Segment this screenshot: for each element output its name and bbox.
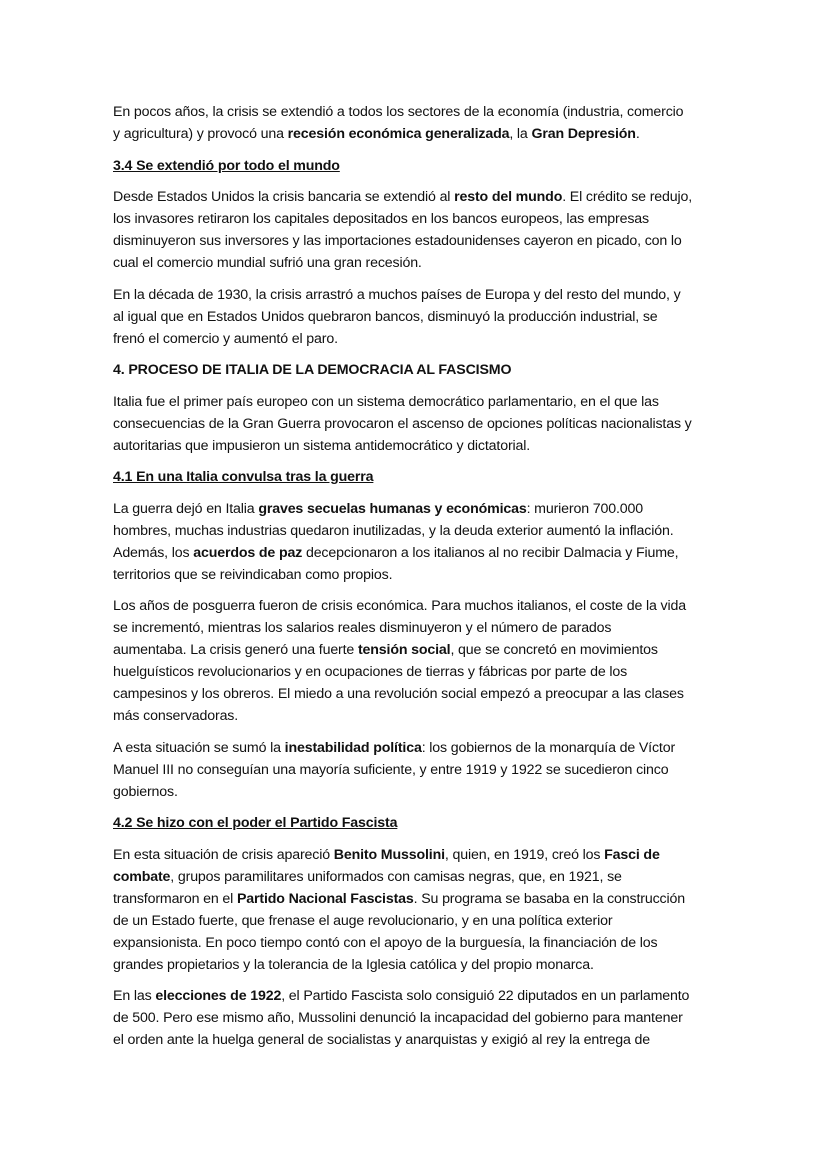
text-line [113, 844, 733, 866]
text-line [113, 932, 733, 954]
section-heading [113, 812, 733, 834]
text-line [113, 910, 733, 932]
text-line [113, 498, 733, 520]
text-line [113, 306, 733, 328]
body-text: al igual que en Estados Unidos quebraron bancos, disminuyó la producción industrial, se [113, 308, 658, 325]
text-line [113, 123, 733, 145]
text-line [113, 542, 733, 564]
body-text: En pocos años, la crisis se extendió a todos los sectores de la economía (industria, comercio [113, 104, 684, 120]
text-line [113, 466, 733, 488]
body-text: , la [509, 126, 532, 142]
body-text: y agricultura) y provocó una [113, 126, 288, 142]
body-text: : los gobiernos de la monarquía de Víctor [421, 739, 676, 756]
body-text: consecuencias de la Gran Guerra provocaron el ascenso de opciones políticas nacionalistas y [113, 415, 692, 432]
bold-text: Benito Mussolini [333, 846, 445, 863]
body-text: el orden ante la huelga general de socialistas y anarquistas y exigió al rey la entrega de [113, 1032, 651, 1048]
text-line [113, 595, 733, 617]
text-line [113, 759, 733, 781]
text-line [113, 252, 733, 274]
body-text: disminuyeron sus inversores y las importaciones estadounidenses cayeron en picado, con lo [113, 233, 682, 249]
heading-text: 3.4 Se extendió por todo el mundo [113, 157, 340, 174]
paragraph [113, 737, 733, 803]
body-text: territorios que se reivindicaban como propios. [113, 566, 393, 583]
body-text: , que se concretó en movimientos [450, 642, 658, 658]
body-text: , el Partido Fascista solo consiguió 22 diputados en un parlamento [281, 988, 690, 1004]
text-line [113, 101, 733, 123]
text-line [113, 705, 733, 727]
bold-text: Partido Nacional Fascistas [236, 890, 414, 907]
bold-text: acuerdos de paz [193, 544, 303, 561]
bold-text: inestabilidad política [284, 739, 422, 756]
body-text: más conservadoras. [113, 708, 239, 724]
text-line [113, 1029, 733, 1051]
paragraph [113, 844, 733, 976]
heading-text: 4.1 En una Italia convulsa tras la guerra [113, 469, 374, 485]
body-text: frenó el comercio y aumentó el paro. [113, 330, 338, 347]
body-text: se incrementó, mientras los salarios reales disminuyeron y el número de parados [113, 620, 612, 636]
body-text: Desde Estados Unidos la crisis bancaria se extendió al [113, 189, 455, 205]
bold-text: tensión social [357, 642, 451, 658]
text-line [113, 985, 733, 1007]
bold-text: Fasci de [604, 846, 660, 863]
paragraph [113, 391, 733, 457]
text-line [113, 737, 733, 759]
body-text: , grupos paramilitares uniformados con camisas negras, que, en 1921, se [170, 868, 622, 885]
text-line [113, 617, 733, 639]
body-text: Los años de posguerra fueron de crisis económica. Para muchos italianos, el coste de la vida [113, 598, 686, 614]
body-text: En esta situación de crisis apareció [113, 846, 334, 863]
body-text: En la década de 1930, la crisis arrastró a muchos países de Europa y del resto del mundo, y [113, 286, 681, 303]
text-line [113, 186, 733, 208]
paragraph [113, 186, 733, 274]
text-line [113, 683, 733, 705]
body-text: transformaron en el [113, 890, 237, 907]
heading-text: 4.2 Se hizo con el poder el Partido Fascista [113, 815, 398, 831]
text-line [113, 954, 733, 976]
text-line [113, 564, 733, 586]
body-text: Además, los [113, 544, 194, 561]
text-line [113, 888, 733, 910]
paragraph [113, 985, 733, 1051]
text-line [113, 1007, 733, 1029]
body-text: , quien, en 1919, creó los [444, 846, 605, 863]
body-text: A esta situación se sumó la [113, 739, 285, 756]
section-heading [113, 155, 733, 177]
body-text: . [635, 126, 640, 142]
bold-text: combate [113, 868, 171, 885]
text-line [113, 230, 733, 252]
body-text: autoritarias que impusieron un sistema antidemocrático y dictatorial. [113, 437, 531, 454]
body-text: campesinos y los obreros. El miedo a una revolución social empezó a preocupar a las clases [113, 686, 684, 702]
body-text: . El crédito se redujo, [562, 189, 693, 205]
body-text: : murieron 700.000 [526, 500, 643, 517]
body-text: La guerra dejó en Italia [113, 500, 259, 517]
heading-text: 4. PROCESO DE ITALIA DE LA DEMOCRACIA AL FASCISMO [113, 362, 512, 378]
body-text: expansionista. En poco tiempo contó con el apoyo de la burguesía, la financiación de los [113, 934, 658, 951]
body-text: huelguísticos revolucionarios y en ocupaciones de tierras y fábricas por parte de los [113, 664, 628, 680]
body-text: gobiernos. [113, 783, 178, 800]
body-text: cual el comercio mundial sufrió una gran recesión. [113, 255, 422, 271]
text-line [113, 208, 733, 230]
paragraph [113, 498, 733, 586]
text-line [113, 328, 733, 350]
bold-text: resto del mundo [454, 189, 563, 205]
paragraph [113, 284, 733, 350]
paragraph [113, 101, 733, 145]
body-text: . Su programa se basaba en la construcción [413, 890, 685, 907]
text-line [113, 155, 733, 177]
body-text: grandes propietarios y la tolerancia de la Iglesia católica y del propio monarca. [113, 956, 594, 973]
body-text: aumentaba. La crisis generó una fuerte [113, 642, 358, 658]
body-text: Manuel III no conseguían una mayoría suficiente, y entre 1919 y 1922 se sucedieron cinco [113, 761, 669, 778]
text-line [113, 866, 733, 888]
section-heading [113, 466, 733, 488]
body-text: hombres, muchas industrias quedaron inutilizadas, y la deuda exterior aumentó la inflación. [113, 522, 674, 539]
bold-text: Gran Depresión [531, 126, 636, 142]
bold-text: elecciones de 1922 [155, 988, 282, 1004]
text-line [113, 661, 733, 683]
text-line [113, 359, 733, 381]
body-text: de 500. Pero ese mismo año, Mussolini denunció la incapacidad del gobierno para mantener [113, 1010, 683, 1026]
bold-text: graves secuelas humanas y económicas [258, 500, 527, 517]
body-text: En las [113, 988, 156, 1004]
text-line [113, 812, 733, 834]
body-text: los invasores retiraron los capitales depositados en los bancos europeos, las empresas [113, 211, 649, 227]
paragraph [113, 595, 733, 727]
document-page [113, 101, 733, 1061]
section-heading [113, 359, 733, 381]
bold-text: recesión económica generalizada [287, 126, 510, 142]
body-text: decepcionaron a los italianos al no recibir Dalmacia y Fiume, [302, 544, 679, 561]
text-line [113, 520, 733, 542]
text-line [113, 391, 733, 413]
text-line [113, 284, 733, 306]
text-line [113, 413, 733, 435]
body-text: de un Estado fuerte, que frenase el auge revolucionario, y en una política exterior [113, 912, 613, 929]
body-text: Italia fue el primer país europeo con un sistema democrático parlamentario, en el que las [113, 393, 659, 410]
text-line [113, 781, 733, 803]
text-line [113, 435, 733, 457]
text-line [113, 639, 733, 661]
